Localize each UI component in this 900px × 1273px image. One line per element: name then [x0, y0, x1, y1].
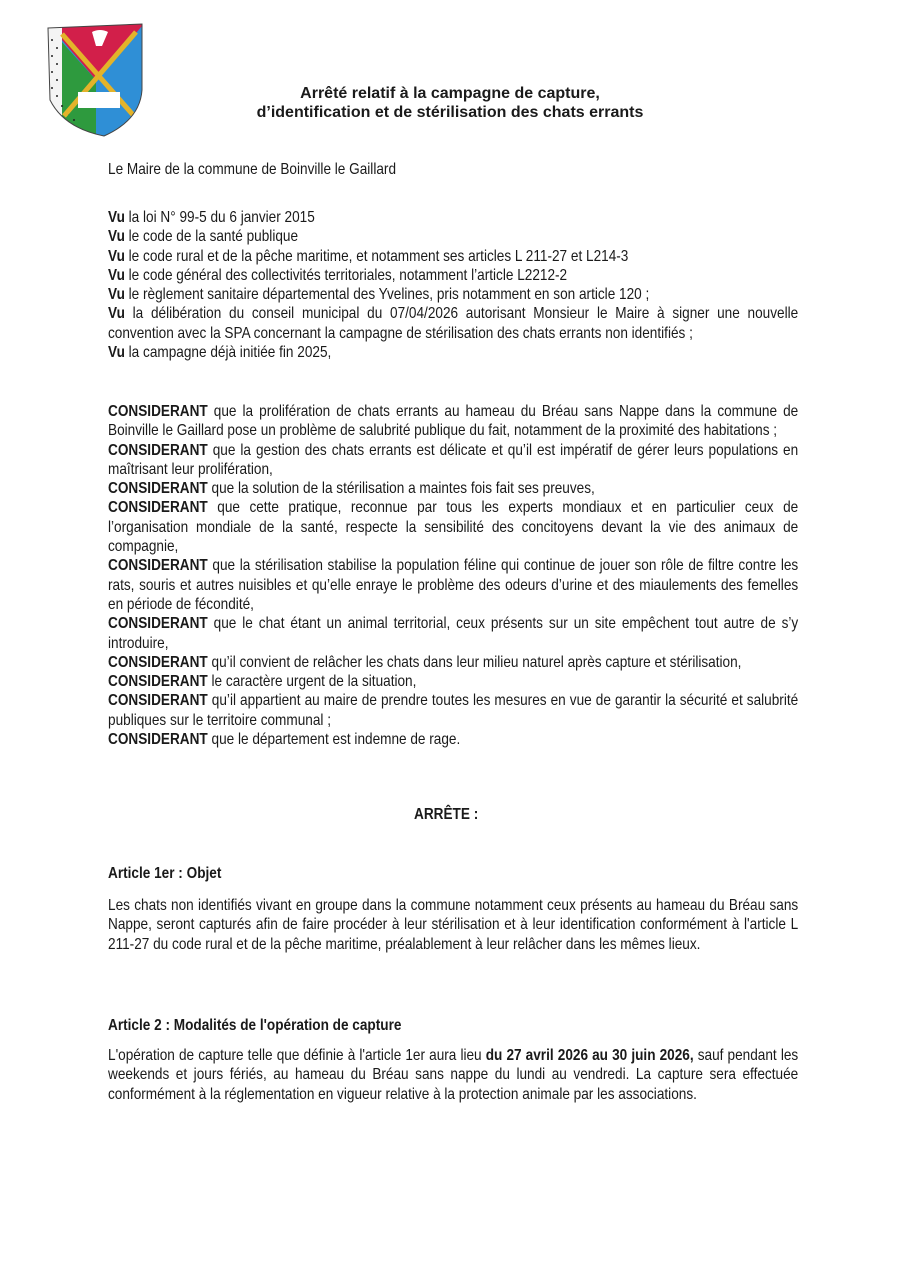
clause-text: le code général des collectivités territoriales, notamment l’article L2212-2 [128, 266, 568, 284]
keyword: CONSIDERANT [108, 403, 208, 420]
considerant-item [108, 498, 798, 556]
keyword: Vu [108, 247, 125, 265]
issuer: Le Maire de la commune de Boinville le Gaillard [108, 161, 397, 178]
vu-item [108, 343, 798, 362]
coat-of-arms-logo [44, 20, 146, 138]
article-1-heading: Article 1er : Objet [108, 865, 222, 882]
capture-dates: du 27 avril 2026 au 30 juin 2026, [485, 1047, 694, 1064]
clause-text: le code de la santé publique [128, 228, 299, 246]
clause-text: que la stérilisation stabilise la population féline qui continue de jouer son rôle de filtre contre les rats, souris et autres nuisibles et qu’elle enraye le problème des odeurs d’urine et des miaulements des femelles en période de fécondité, [108, 557, 799, 613]
article-2-heading: Article 2 : Modalités de l'opération de capture [108, 1017, 402, 1034]
clause-text: qu’il appartient au maire de prendre toutes les mesures en vue de garantir la sécurité et salubrité publiques sur le territoire communal ; [108, 692, 799, 729]
considerant-item [108, 556, 798, 614]
clause-text: que la prolifération de chats errants au hameau du Bréau sans Nappe dans la commune de Boinville le Gaillard pose un problème de salubrité publique du fait, notamment de la proximité des habitations ; [108, 403, 799, 440]
considerant-item [108, 614, 798, 653]
considerant-list [108, 402, 798, 749]
clause-text: le règlement sanitaire départemental des Yvelines, pris notamment en son article 120 ; [128, 286, 650, 304]
keyword: CONSIDERANT [108, 441, 208, 459]
arrete-heading: ARRÊTE : [414, 806, 479, 823]
clause-text: la loi N° 99-5 du 6 janvier 2015 [128, 209, 315, 226]
article-1-text: Les chats non identifiés vivant en groupe dans la commune notamment ceux présents au hameau du Bréau sans Nappe, seront capturés afin de faire procéder à leur stérilisation et à leur identification conformément à l'article L 211-27 du code rural et de la pêche maritime, préalablement à leur relâcher dans les mêmes lieux. [108, 897, 799, 953]
keyword: CONSIDERANT [108, 557, 208, 575]
vu-item [108, 208, 798, 227]
considerant-item [108, 672, 798, 691]
keyword: CONSIDERANT [108, 673, 208, 691]
keyword: Vu [108, 305, 125, 323]
article-2-text [108, 1046, 798, 1104]
title-line: d’identification et de stérilisation des chats errants [256, 104, 644, 121]
clause-text: que cette pratique, reconnue par tous les experts mondiaux et en particulier ceux de l’organisation mondiale de la santé, respecte la sensibilité des concitoyens devant la vie des animaux de compagnie, [108, 499, 799, 556]
clause-text: que la solution de la stérilisation a maintes fois fait ses preuves, [211, 480, 595, 498]
keyword: CONSIDERANT [108, 692, 208, 710]
clause-text: le caractère urgent de la situation, [211, 673, 417, 691]
considerant-item [108, 479, 798, 498]
clause-text: le code rural et de la pêche maritime, et notamment ses articles L 211-27 et L214-3 [128, 247, 629, 265]
keyword: Vu [108, 266, 125, 284]
keyword: Vu [108, 209, 125, 226]
considerant-item [108, 691, 798, 730]
clause-text: la délibération du conseil municipal du 07/04/2026 autorisant Monsieur le Maire à signer une nouvelle convention avec la SPA concernant la campagne de stérilisation des chats errants non identifiés ; [108, 305, 799, 342]
title-line: Arrêté relatif à la campagne de capture, [300, 85, 600, 102]
vu-item [108, 304, 798, 343]
keyword: CONSIDERANT [108, 480, 208, 498]
considerant-item [108, 402, 798, 441]
keyword: CONSIDERANT [108, 653, 208, 671]
clause-text: que le chat étant un animal territorial, ceux présents sur un site empêchent tout autre de s’y introduire, [108, 615, 799, 652]
considerant-item [108, 653, 798, 672]
clause-text: que le département est indemne de rage. [211, 731, 461, 749]
vu-list [108, 208, 798, 362]
clause-text: la campagne déjà initiée fin 2025, [128, 344, 332, 362]
clause-text: qu’il convient de relâcher les chats dans leur milieu naturel après capture et stérilisation, [211, 653, 742, 671]
vu-item [108, 227, 798, 246]
keyword: Vu [108, 344, 125, 362]
clause-text: que la gestion des chats errants est délicate et qu’il est impératif de gérer leurs populations en maîtrisant leur prolifération, [108, 441, 799, 478]
vu-item [108, 266, 798, 285]
keyword: CONSIDERANT [108, 731, 208, 749]
keyword: CONSIDERANT [108, 615, 208, 633]
article-2-text-start: L'opération de capture telle que définie à l'article 1er aura lieu [108, 1047, 486, 1064]
vu-item [108, 247, 798, 266]
document-title [190, 84, 710, 122]
considerant-item [108, 441, 798, 480]
keyword: Vu [108, 286, 125, 304]
considerant-item [108, 730, 798, 749]
keyword: Vu [108, 228, 125, 246]
article-2-text-end: sauf pendant les weekends et jours fériés, au hameau du Bréau sans nappe du lundi au vendredi. La capture sera effectuée conformément à la réglementation en vigueur relative à la protection animale par les associations. [108, 1047, 799, 1103]
vu-item [108, 285, 798, 304]
keyword: CONSIDERANT [108, 499, 208, 517]
